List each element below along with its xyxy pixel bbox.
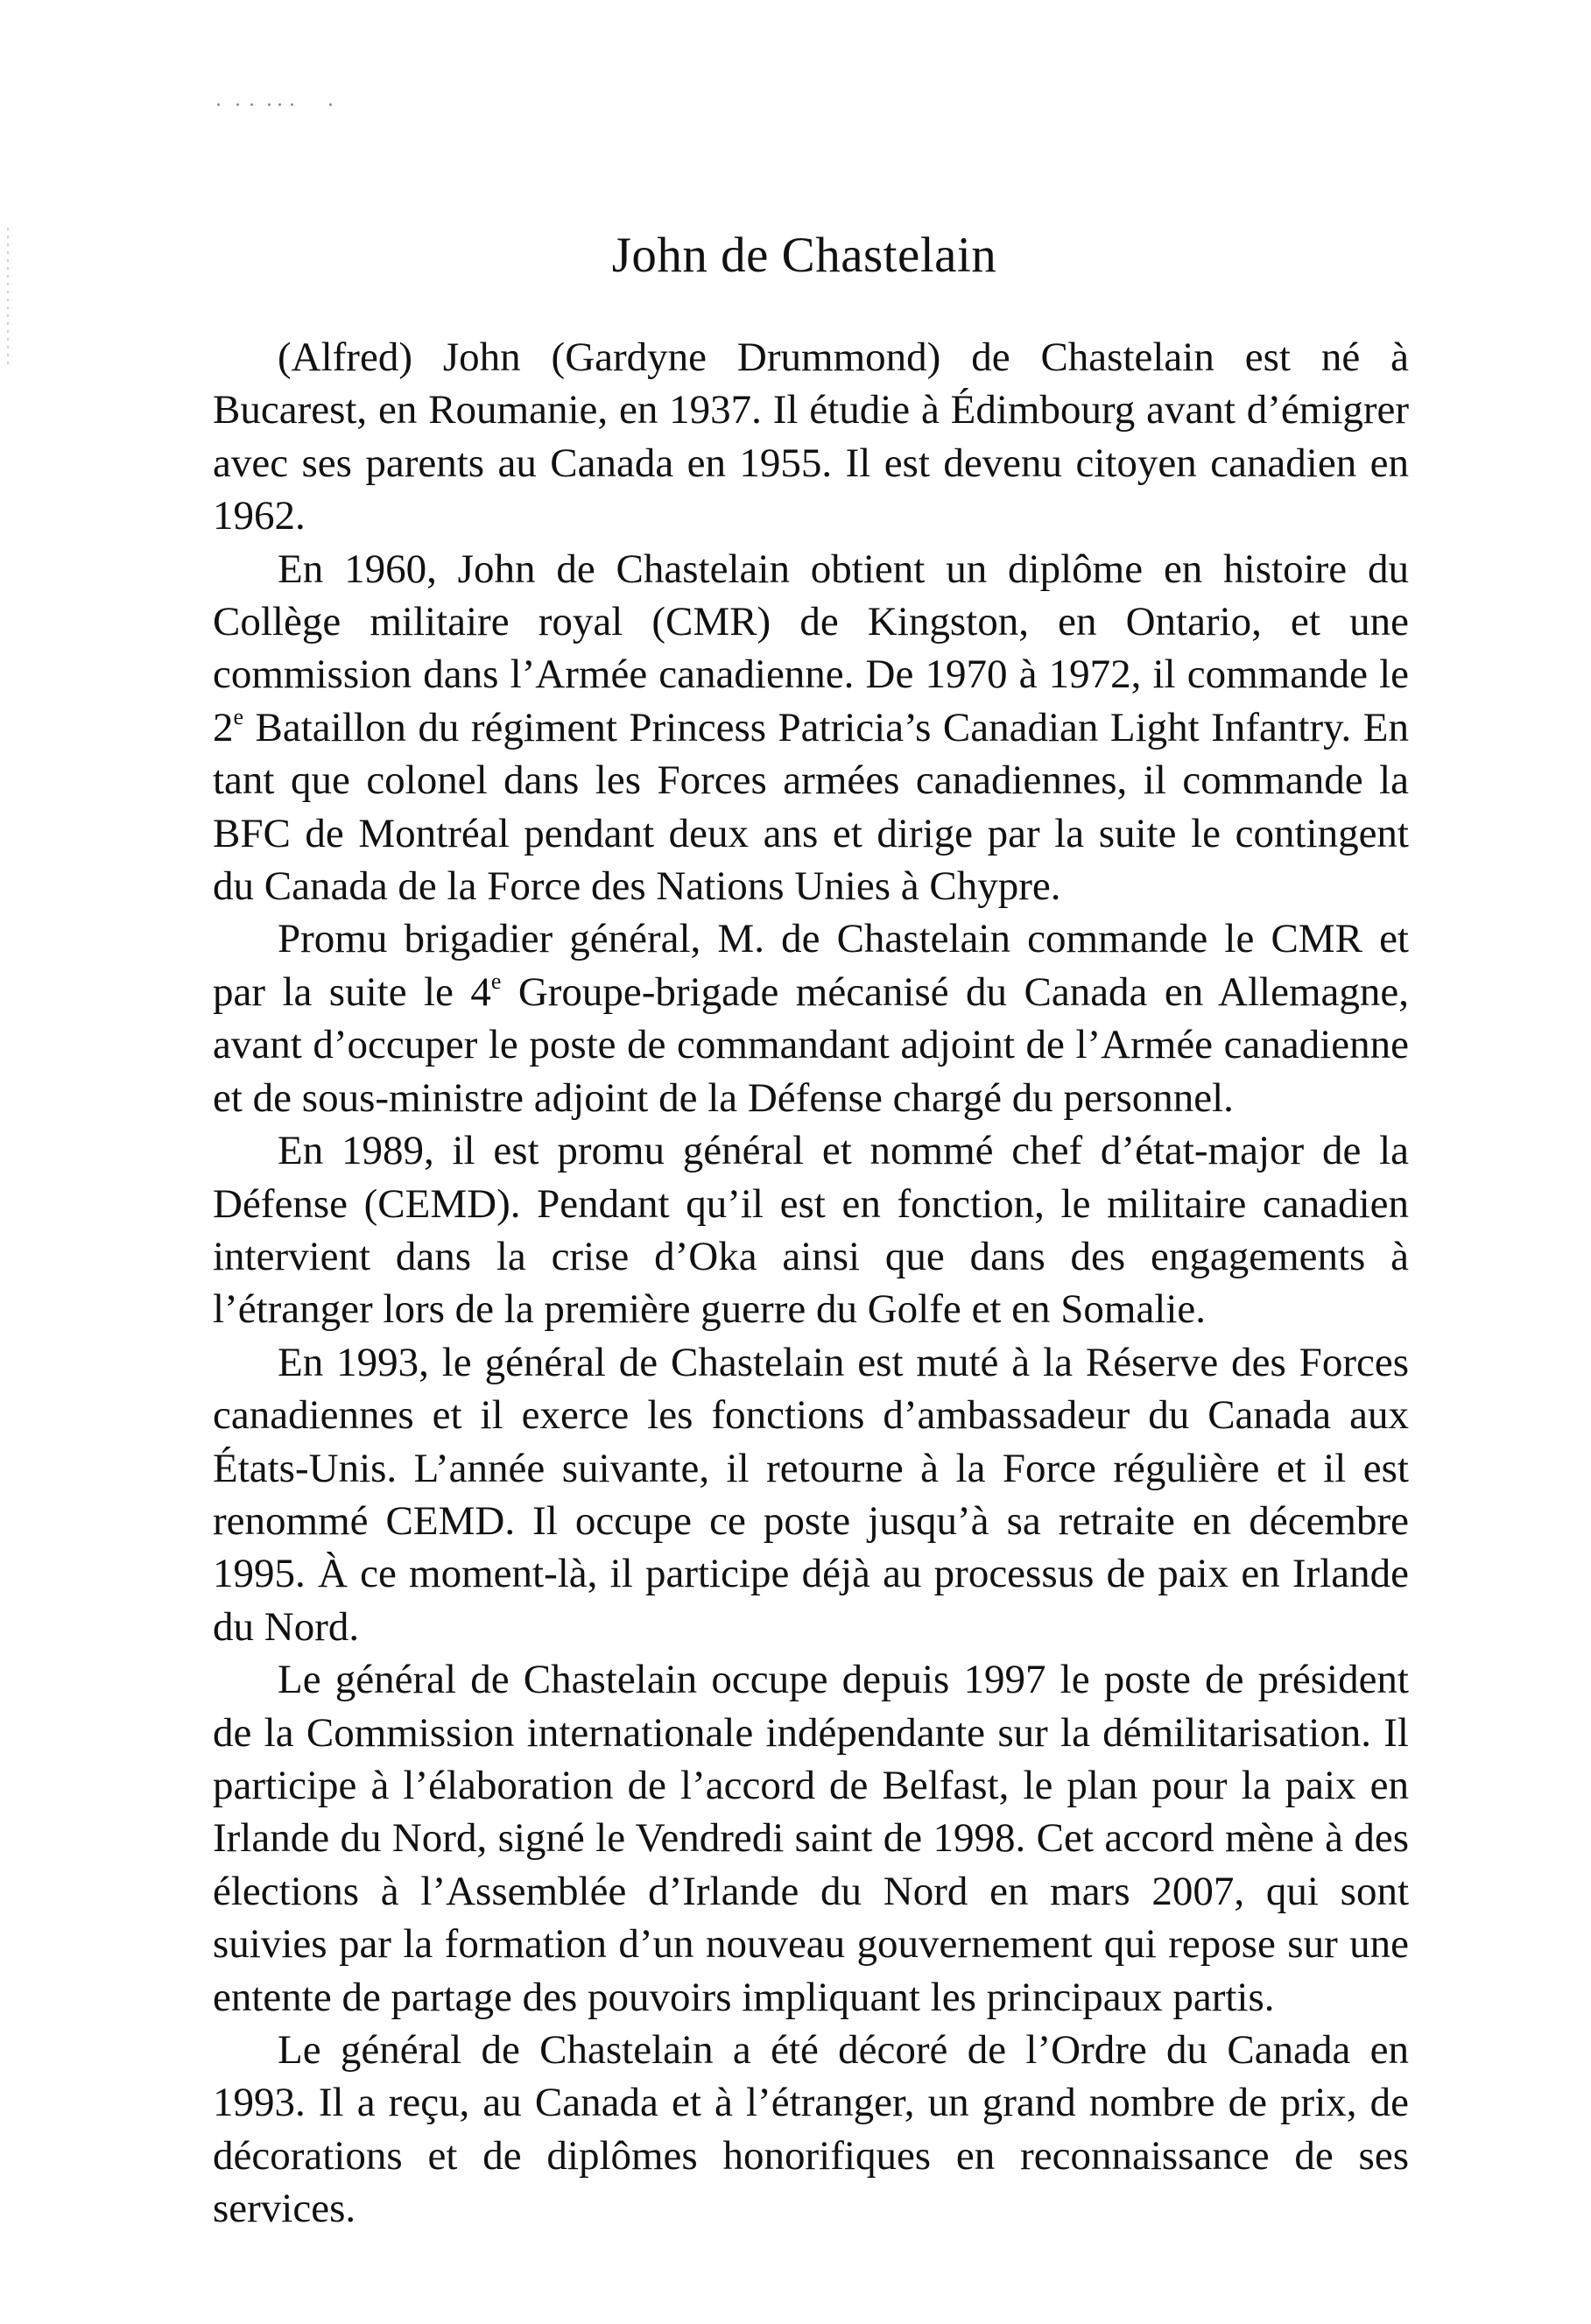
ordinal-superscript: e [490,968,502,994]
paragraph-6: Le général de Chastelain occupe depuis 1997 le poste de président de la Commission internationale indépendante sur la démilitarisation. Il participe à l’élaboration de l’accord de Belfast, le plan pour la paix en Irlande du Nord, signé le Vendredi saint de 1998. Cet accord mène à des élections à l’Assemblée d’Irlande du Nord en mars 2007, qui sont suivies par la formation d’un nouveau gouvernement qui repose sur une entente de partage des pouvoirs impliquant les principaux partis. [213,1657,1409,2020]
paragraph-5: En 1993, le général de Chastelain est muté à la Réserve des Forces canadiennes et il exerce les fonctions d’ambassadeur du Canada aux États-Unis. L’année suivante, il retourne à la Force régulière et il est renommé CEMD. Il occupe ce poste jusqu’à sa retraite en décembre 1995. À ce moment-là, il participe déjà au processus de paix en Irlande du Nord. [213,1339,1409,1650]
scan-artifact-dots [217,98,340,110]
page-title: John de Chastelain [611,228,997,283]
article-body [213,331,1409,2236]
paragraph-1: (Alfred) John (Gardyne Drummond) de Chastelain est né à Bucarest, en Roumanie, en 1937. Il étudie à Édimbourg avant d’émigrer avec ses parents au Canada en 1955. Il est devenu citoyen canadien en 1962. [213,335,1409,539]
paragraph-2: En 1960, John de Chastelain obtient un diplôme en histoire du Collège militaire royal (CMR) de Kingston, en Ontario, et une commission dans l’Armée canadienne. De 1970 à 1972, il commande le 2e Bataillon du régiment Princess Patricia’s Canadian Light Infantry. En tant que colonel dans les Forces armées canadiennes, il commande la BFC de Montréal pendant deux ans et dirige par la suite le contingent du Canada de la Force des Nations Unies à Chypre. [213,546,1409,910]
paragraph-4: En 1989, il est promu général et nommé chef d’état-major de la Défense (CEMD). Pendant qu’il est en fonction, le militaire canadien intervient dans la crise d’Oka ainsi que dans des engagements à l’étranger lors de la première guerre du Golfe et en Somalie. [213,1128,1409,1333]
paragraph-7: Le général de Chastelain a été décoré de l’Ordre du Canada en 1993. Il a reçu, au Canada et à l’étranger, un grand nombre de prix, de décorations et de diplômes honorifiques en reconnaissance de ses services. [213,2027,1409,2232]
paragraph-3: Promu brigadier général, M. de Chastelain commande le CMR et par la suite le 4e Groupe-brigade mécanisé du Canada en Allemagne, avant d’occuper le poste de commandant adjoint de l’Armée canadienne et de sous-ministre adjoint de la Défense chargé du personnel. [213,916,1409,1121]
ordinal-superscript: e [233,703,244,729]
